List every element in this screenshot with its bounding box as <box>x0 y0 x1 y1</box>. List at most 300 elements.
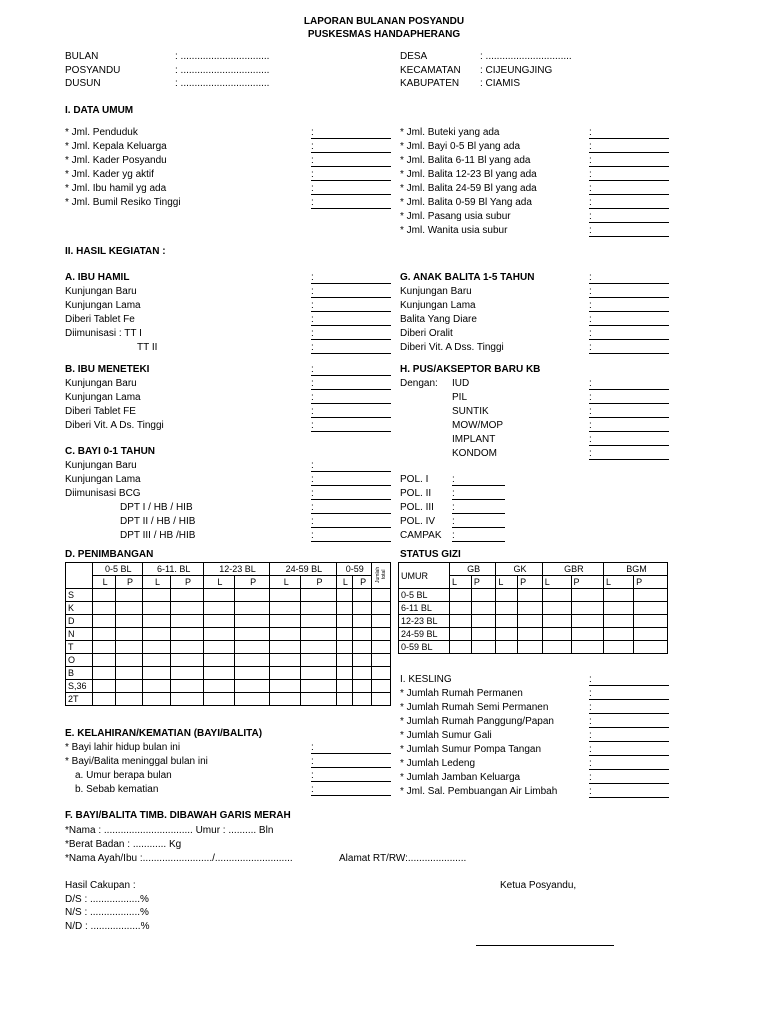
penimbangan-cell[interactable] <box>301 667 336 680</box>
penimbangan-cell[interactable] <box>93 602 116 615</box>
penimbangan-cell[interactable] <box>142 693 171 706</box>
polio-item-2-field[interactable] <box>452 513 505 514</box>
penimbangan-cell[interactable] <box>116 693 142 706</box>
penimbangan-cell[interactable] <box>301 654 336 667</box>
gizi-cell[interactable] <box>518 602 543 615</box>
kesling-item-1-field[interactable] <box>589 713 669 714</box>
penimbangan-cell[interactable] <box>93 628 116 641</box>
data-umum-right-6-label: * Jml. Pasang usia subur <box>400 211 511 222</box>
penimbangan-cell[interactable] <box>234 667 269 680</box>
gizi-row-label: 12-23 BL <box>399 615 450 628</box>
penimbangan-cell[interactable] <box>301 589 336 602</box>
anak-balita-item-1-field[interactable] <box>589 311 669 312</box>
kb-item-3-colon: : <box>589 420 592 431</box>
penimbangan-cell[interactable] <box>234 680 269 693</box>
penimbangan-cell[interactable] <box>372 641 391 654</box>
penimbangan-cell[interactable] <box>336 641 353 654</box>
penimbangan-cell[interactable] <box>270 602 301 615</box>
anak-balita-item-3-colon: : <box>589 328 592 339</box>
ibu-hamil-item-2-colon: : <box>311 314 314 325</box>
penimbangan-cell[interactable] <box>372 602 391 615</box>
penimbangan-cell[interactable] <box>270 667 301 680</box>
hasil-kegiatan-heading: II. HASIL KEGIATAN : <box>65 246 166 257</box>
kelahiran-item-1-field[interactable] <box>311 767 391 768</box>
gizi-cell[interactable] <box>603 641 633 654</box>
penimbangan-cell[interactable] <box>353 641 372 654</box>
ibu-meneteki-heading-label: B. IBU MENETEKI <box>65 364 150 375</box>
penimbangan-cell[interactable] <box>372 667 391 680</box>
gizi-group-2: GBR <box>542 563 603 576</box>
penimbangan-cell[interactable] <box>372 680 391 693</box>
penimbangan-cell[interactable] <box>301 680 336 693</box>
penimbangan-cell[interactable] <box>93 667 116 680</box>
data-umum-left-3-colon: : <box>311 169 314 180</box>
penimbangan-cell[interactable] <box>301 693 336 706</box>
bayi-item-3-colon: : <box>311 502 314 513</box>
data-umum-left-3-field[interactable] <box>311 180 391 181</box>
gizi-cell[interactable] <box>603 589 633 602</box>
penimbangan-cell[interactable] <box>142 641 171 654</box>
penimbangan-row-label: N <box>66 628 93 641</box>
penimbangan-cell[interactable] <box>270 680 301 693</box>
polio-item-4-colon: : <box>452 530 455 541</box>
polio-item-0-field[interactable] <box>452 485 505 486</box>
status-gizi-heading: STATUS GIZI <box>400 549 461 560</box>
bayi-heading: C. BAYI 0-1 TAHUN <box>65 446 156 457</box>
data-umum-left-0-field[interactable] <box>311 138 391 139</box>
penimbangan-cell[interactable] <box>93 615 116 628</box>
bayi-item-1-label: Kunjungan Lama <box>65 474 141 485</box>
page-title: LAPORAN BULANAN POSYANDU <box>303 16 465 27</box>
gizi-cell[interactable] <box>603 615 633 628</box>
penimbangan-cell[interactable] <box>203 628 234 641</box>
polio-item-3-field[interactable] <box>452 527 505 528</box>
penimbangan-cell[interactable] <box>116 589 142 602</box>
penimbangan-cell[interactable] <box>93 589 116 602</box>
kelahiran-item-0-field[interactable] <box>311 753 391 754</box>
penimbangan-cell[interactable] <box>353 589 372 602</box>
bayi-item-5-field[interactable] <box>311 541 391 542</box>
penimbangan-cell[interactable] <box>336 615 353 628</box>
penimbangan-cell[interactable] <box>353 680 372 693</box>
penimbangan-cell[interactable] <box>353 615 372 628</box>
penimbangan-cell[interactable] <box>372 628 391 641</box>
gizi-cell[interactable] <box>634 628 668 641</box>
gizi-cell[interactable] <box>450 628 472 641</box>
bayi-item-1-field[interactable] <box>311 485 391 486</box>
gizi-cell[interactable] <box>542 628 571 641</box>
bayi-item-1-colon: : <box>311 474 314 485</box>
kb-item-2-colon: : <box>589 406 592 417</box>
ibu-meneteki-item-2-colon: : <box>311 406 314 417</box>
ibu-hamil-item-3-field[interactable] <box>311 339 391 340</box>
kb-item-2-field[interactable] <box>589 417 669 418</box>
gizi-cell[interactable] <box>450 589 472 602</box>
penimbangan-row-label: S <box>66 589 93 602</box>
kesling-item-6-field[interactable] <box>589 783 669 784</box>
gizi-cell[interactable] <box>542 589 571 602</box>
kesling-item-3-label: * Jumlah Sumur Gali <box>400 730 492 741</box>
kelahiran-item-2-field[interactable] <box>311 781 391 782</box>
kesling-heading-field[interactable] <box>589 685 669 686</box>
gizi-cell[interactable] <box>496 615 518 628</box>
data-umum-right-2-label: * Jml. Balita 6-11 Bl yang ada <box>400 155 531 166</box>
ibu-meneteki-heading-colon: : <box>311 364 314 375</box>
penimbangan-total-label: Jumlah total <box>375 565 387 583</box>
penimbangan-cell[interactable] <box>142 602 171 615</box>
data-umum-left-4-colon: : <box>311 183 314 194</box>
ibu-hamil-item-0-field[interactable] <box>311 297 391 298</box>
penimbangan-cell[interactable] <box>234 654 269 667</box>
penimbangan-cell[interactable] <box>270 615 301 628</box>
penimbangan-cell[interactable] <box>171 693 203 706</box>
penimbangan-cell[interactable] <box>142 667 171 680</box>
gizi-row-label: 0-59 BL <box>399 641 450 654</box>
penimbangan-cell[interactable] <box>270 654 301 667</box>
penimbangan-cell[interactable] <box>353 654 372 667</box>
gizi-p-0: P <box>471 576 496 589</box>
kesling-item-1-label: * Jumlah Rumah Semi Permanen <box>400 702 549 713</box>
gizi-l-1: L <box>496 576 518 589</box>
ibu-hamil-heading-field[interactable] <box>311 283 391 284</box>
penimbangan-cell[interactable] <box>336 693 353 706</box>
penimbangan-cell[interactable] <box>171 602 203 615</box>
penimbangan-row-label: S,36 <box>66 680 93 693</box>
penimbangan-l-3: L <box>270 576 301 589</box>
bayi-item-0-field[interactable] <box>311 471 391 472</box>
penimbangan-cell[interactable] <box>336 602 353 615</box>
gizi-cell[interactable] <box>634 641 668 654</box>
penimbangan-cell[interactable] <box>142 654 171 667</box>
penimbangan-cell[interactable] <box>203 602 234 615</box>
kelahiran-item-0-label: * Bayi lahir hidup bulan ini <box>65 742 181 753</box>
kesling-item-5-field[interactable] <box>589 769 669 770</box>
gizi-cell[interactable] <box>634 602 668 615</box>
penimbangan-cell[interactable] <box>234 628 269 641</box>
penimbangan-cell[interactable] <box>270 641 301 654</box>
penimbangan-cell[interactable] <box>171 615 203 628</box>
bayi-item-0-label: Kunjungan Baru <box>65 460 137 471</box>
kb-item-4-colon: : <box>589 434 592 445</box>
data-umum-left-1-field[interactable] <box>311 152 391 153</box>
status-gizi-table <box>398 562 668 654</box>
penimbangan-cell[interactable] <box>142 628 171 641</box>
penimbangan-cell[interactable] <box>353 602 372 615</box>
gizi-cell[interactable] <box>518 615 543 628</box>
data-umum-right-4-field[interactable] <box>589 194 669 195</box>
gizi-cell[interactable] <box>571 641 603 654</box>
gizi-l-2: L <box>542 576 571 589</box>
kesling-item-5-colon: : <box>589 758 592 769</box>
data-umum-heading: I. DATA UMUM <box>65 105 134 116</box>
penimbangan-cell[interactable] <box>372 693 391 706</box>
gizi-cell[interactable] <box>471 602 496 615</box>
penimbangan-cell[interactable] <box>93 654 116 667</box>
signature-line <box>476 945 614 946</box>
info-bulan-label: BULAN <box>65 51 99 62</box>
penimbangan-cell[interactable] <box>234 589 269 602</box>
ibu-meneteki-item-1-field[interactable] <box>311 403 391 404</box>
penimbangan-cell[interactable] <box>116 654 142 667</box>
penimbangan-cell[interactable] <box>353 693 372 706</box>
kb-item-0-field[interactable] <box>589 389 669 390</box>
penimbangan-cell[interactable] <box>372 589 391 602</box>
ibu-meneteki-item-0-label: Kunjungan Baru <box>65 378 137 389</box>
penimbangan-cell[interactable] <box>116 680 142 693</box>
kelahiran-item-3-colon: : <box>311 784 314 795</box>
data-umum-right-2-colon: : <box>589 155 592 166</box>
bgm-alamat: Alamat RT/RW:..................... <box>339 853 467 864</box>
gizi-cell[interactable] <box>542 641 571 654</box>
kelahiran-item-3-field[interactable] <box>311 795 391 796</box>
gizi-cell[interactable] <box>603 628 633 641</box>
ibu-hamil-item-2-field[interactable] <box>311 325 391 326</box>
penimbangan-cell[interactable] <box>116 628 142 641</box>
penimbangan-cell[interactable] <box>203 641 234 654</box>
data-umum-right-7-colon: : <box>589 225 592 236</box>
gizi-cell[interactable] <box>542 602 571 615</box>
kb-item-1-field[interactable] <box>589 403 669 404</box>
kesling-item-5-label: * Jumlah Ledeng <box>400 758 476 769</box>
penimbangan-cell[interactable] <box>142 680 171 693</box>
data-umum-left-0-label: * Jml. Penduduk <box>65 127 138 138</box>
kb-item-1-label: PIL <box>452 392 468 403</box>
gizi-cell[interactable] <box>496 641 518 654</box>
data-umum-left-2-field[interactable] <box>311 166 391 167</box>
ibu-hamil-heading-label: A. IBU HAMIL <box>65 272 130 283</box>
penimbangan-cell[interactable] <box>116 641 142 654</box>
data-umum-right-2-field[interactable] <box>589 166 669 167</box>
penimbangan-cell[interactable] <box>353 628 372 641</box>
kesling-item-6-colon: : <box>589 772 592 783</box>
gizi-cell[interactable] <box>571 589 603 602</box>
kb-item-0-label: IUD <box>452 378 470 389</box>
kb-item-5-field[interactable] <box>589 459 669 460</box>
penimbangan-cell[interactable] <box>301 628 336 641</box>
kesling-item-2-label: * Jumlah Rumah Panggung/Papan <box>400 716 554 727</box>
info-kabupaten-label: KABUPATEN <box>400 78 460 89</box>
anak-balita-heading-field[interactable] <box>589 283 669 284</box>
data-umum-left-4-field[interactable] <box>311 194 391 195</box>
penimbangan-cell[interactable] <box>234 602 269 615</box>
data-umum-right-5-colon: : <box>589 197 592 208</box>
penimbangan-cell[interactable] <box>270 589 301 602</box>
data-umum-right-3-field[interactable] <box>589 180 669 181</box>
ibu-hamil-item-1-field[interactable] <box>311 311 391 312</box>
polio-item-2-colon: : <box>452 502 455 513</box>
penimbangan-cell[interactable] <box>93 641 116 654</box>
ibu-hamil-item-0-label: Kunjungan Baru <box>65 286 137 297</box>
kesling-item-6-label: * Jumlah Jamban Keluarga <box>400 772 521 783</box>
penimbangan-cell[interactable] <box>203 654 234 667</box>
kb-item-0-colon: : <box>589 378 592 389</box>
gizi-row-label: 0-5 BL <box>399 589 450 602</box>
gizi-cell[interactable] <box>518 628 543 641</box>
data-umum-right-1-field[interactable] <box>589 152 669 153</box>
info-dusun-label: DUSUN <box>65 78 101 89</box>
gizi-cell[interactable] <box>542 615 571 628</box>
penimbangan-cell[interactable] <box>372 654 391 667</box>
gizi-cell[interactable] <box>496 602 518 615</box>
penimbangan-p-4: P <box>353 576 372 589</box>
penimbangan-cell[interactable] <box>116 615 142 628</box>
gizi-l-0: L <box>450 576 472 589</box>
penimbangan-cell[interactable] <box>301 615 336 628</box>
penimbangan-l-0: L <box>93 576 116 589</box>
polio-item-3-colon: : <box>452 516 455 527</box>
penimbangan-cell[interactable] <box>234 641 269 654</box>
kb-item-4-field[interactable] <box>589 445 669 446</box>
anak-balita-item-0-label: Kunjungan Baru <box>400 286 472 297</box>
penimbangan-row-label: D <box>66 615 93 628</box>
gizi-cell[interactable] <box>634 615 668 628</box>
bayi-item-4-field[interactable] <box>311 527 391 528</box>
data-umum-left-5-field[interactable] <box>311 208 391 209</box>
penimbangan-cell[interactable] <box>171 628 203 641</box>
ibu-meneteki-heading-field[interactable] <box>311 375 391 376</box>
penimbangan-row-label: K <box>66 602 93 615</box>
polio-item-1-field[interactable] <box>452 499 505 500</box>
penimbangan-cell[interactable] <box>142 615 171 628</box>
info-desa-value: : ............................... <box>480 51 572 62</box>
gizi-cell[interactable] <box>571 615 603 628</box>
gizi-cell[interactable] <box>471 615 496 628</box>
bayi-item-3-field[interactable] <box>311 513 391 514</box>
penimbangan-cell[interactable] <box>203 693 234 706</box>
data-umum-right-7-field[interactable] <box>589 236 669 237</box>
penimbangan-cell[interactable] <box>171 641 203 654</box>
bayi-item-2-field[interactable] <box>311 499 391 500</box>
data-umum-right-5-field[interactable] <box>589 208 669 209</box>
polio-item-3-label: POL. IV <box>400 516 436 527</box>
data-umum-left-1-label: * Jml. Kepala Keluarga <box>65 141 167 152</box>
penimbangan-row-label: B <box>66 667 93 680</box>
penimbangan-cell[interactable] <box>171 667 203 680</box>
gizi-cell[interactable] <box>518 641 543 654</box>
data-umum-left-1-colon: : <box>311 141 314 152</box>
gizi-cell[interactable] <box>571 602 603 615</box>
ibu-hamil-item-0-colon: : <box>311 286 314 297</box>
penimbangan-cell[interactable] <box>336 589 353 602</box>
gizi-cell[interactable] <box>471 628 496 641</box>
ibu-hamil-item-4-field[interactable] <box>311 353 391 354</box>
polio-item-0-label: POL. I <box>400 474 429 485</box>
penimbangan-l-1: L <box>142 576 171 589</box>
penimbangan-group-4: 0-59 <box>336 563 371 576</box>
anak-balita-item-2-colon: : <box>589 314 592 325</box>
kesling-item-2-field[interactable] <box>589 727 669 728</box>
info-desa-label: DESA <box>400 51 428 62</box>
data-umum-right-6-field[interactable] <box>589 222 669 223</box>
anak-balita-item-0-field[interactable] <box>589 297 669 298</box>
penimbangan-cell[interactable] <box>171 654 203 667</box>
gizi-cell[interactable] <box>603 602 633 615</box>
penimbangan-cell[interactable] <box>336 667 353 680</box>
kesling-item-4-field[interactable] <box>589 755 669 756</box>
polio-item-2-label: POL. III <box>400 502 434 513</box>
kesling-item-0-field[interactable] <box>589 699 669 700</box>
penimbangan-cell[interactable] <box>142 589 171 602</box>
ibu-meneteki-item-2-field[interactable] <box>311 417 391 418</box>
ibu-meneteki-item-3-field[interactable] <box>311 431 391 432</box>
penimbangan-cell[interactable] <box>203 589 234 602</box>
penimbangan-cell[interactable] <box>171 680 203 693</box>
penimbangan-cell[interactable] <box>270 628 301 641</box>
kb-item-3-field[interactable] <box>589 431 669 432</box>
polio-item-4-field[interactable] <box>452 541 505 542</box>
gizi-cell[interactable] <box>471 641 496 654</box>
gizi-cell[interactable] <box>496 628 518 641</box>
data-umum-left-3-label: * Jml. Kader yg aktif <box>65 169 154 180</box>
gizi-cell[interactable] <box>471 589 496 602</box>
kb-prefix: Dengan: <box>400 378 438 389</box>
penimbangan-cell[interactable] <box>203 615 234 628</box>
penimbangan-cell[interactable] <box>171 589 203 602</box>
gizi-cell[interactable] <box>496 589 518 602</box>
gizi-cell[interactable] <box>634 589 668 602</box>
penimbangan-cell[interactable] <box>301 602 336 615</box>
ibu-hamil-item-1-colon: : <box>311 300 314 311</box>
anak-balita-item-3-field[interactable] <box>589 339 669 340</box>
kesling-item-1-colon: : <box>589 702 592 713</box>
data-umum-left-2-colon: : <box>311 155 314 166</box>
kesling-item-3-field[interactable] <box>589 741 669 742</box>
gizi-umur-header: UMUR <box>399 563 450 589</box>
kesling-item-4-colon: : <box>589 744 592 755</box>
penimbangan-cell[interactable] <box>116 602 142 615</box>
anak-balita-item-2-field[interactable] <box>589 325 669 326</box>
bgm-nama-line: *Nama : ................................ Umur : .......... Bln <box>65 825 274 836</box>
gizi-cell[interactable] <box>450 602 472 615</box>
cakupan-ns: N/S : ..................% <box>65 907 149 918</box>
penimbangan-cell[interactable] <box>353 667 372 680</box>
penimbangan-cell[interactable] <box>116 667 142 680</box>
penimbangan-cell[interactable] <box>372 615 391 628</box>
penimbangan-cell[interactable] <box>93 693 116 706</box>
anak-balita-item-4-label: Diberi Vit. A Dss. Tinggi <box>400 342 504 353</box>
gizi-cell[interactable] <box>450 615 472 628</box>
penimbangan-cell[interactable] <box>234 693 269 706</box>
penimbangan-table <box>65 562 391 706</box>
kesling-item-0-label: * Jumlah Rumah Permanen <box>400 688 523 699</box>
ibu-meneteki-item-0-field[interactable] <box>311 389 391 390</box>
gizi-cell[interactable] <box>571 628 603 641</box>
penimbangan-cell[interactable] <box>336 654 353 667</box>
gizi-cell[interactable] <box>518 589 543 602</box>
anak-balita-item-4-field[interactable] <box>589 353 669 354</box>
penimbangan-cell[interactable] <box>336 680 353 693</box>
penimbangan-cell[interactable] <box>336 628 353 641</box>
penimbangan-cell[interactable] <box>203 680 234 693</box>
gizi-cell[interactable] <box>450 641 472 654</box>
data-umum-right-4-colon: : <box>589 183 592 194</box>
penimbangan-cell[interactable] <box>270 693 301 706</box>
data-umum-right-0-field[interactable] <box>589 138 669 139</box>
data-umum-right-1-colon: : <box>589 141 592 152</box>
kelahiran-item-2-label: a. Umur berapa bulan <box>75 770 172 781</box>
penimbangan-cell[interactable] <box>93 680 116 693</box>
data-umum-left-2-label: * Jml. Kader Posyandu <box>65 155 167 166</box>
kelahiran-item-3-label: b. Sebab kematian <box>75 784 159 795</box>
kesling-item-7-field[interactable] <box>589 797 669 798</box>
kesling-heading-label: I. KESLING <box>400 674 452 685</box>
penimbangan-cell[interactable] <box>234 615 269 628</box>
penimbangan-cell[interactable] <box>301 641 336 654</box>
gizi-l-3: L <box>603 576 633 589</box>
penimbangan-cell[interactable] <box>203 667 234 680</box>
polio-item-0-colon: : <box>452 474 455 485</box>
kesling-item-4-label: * Jumlah Sumur Pompa Tangan <box>400 744 542 755</box>
